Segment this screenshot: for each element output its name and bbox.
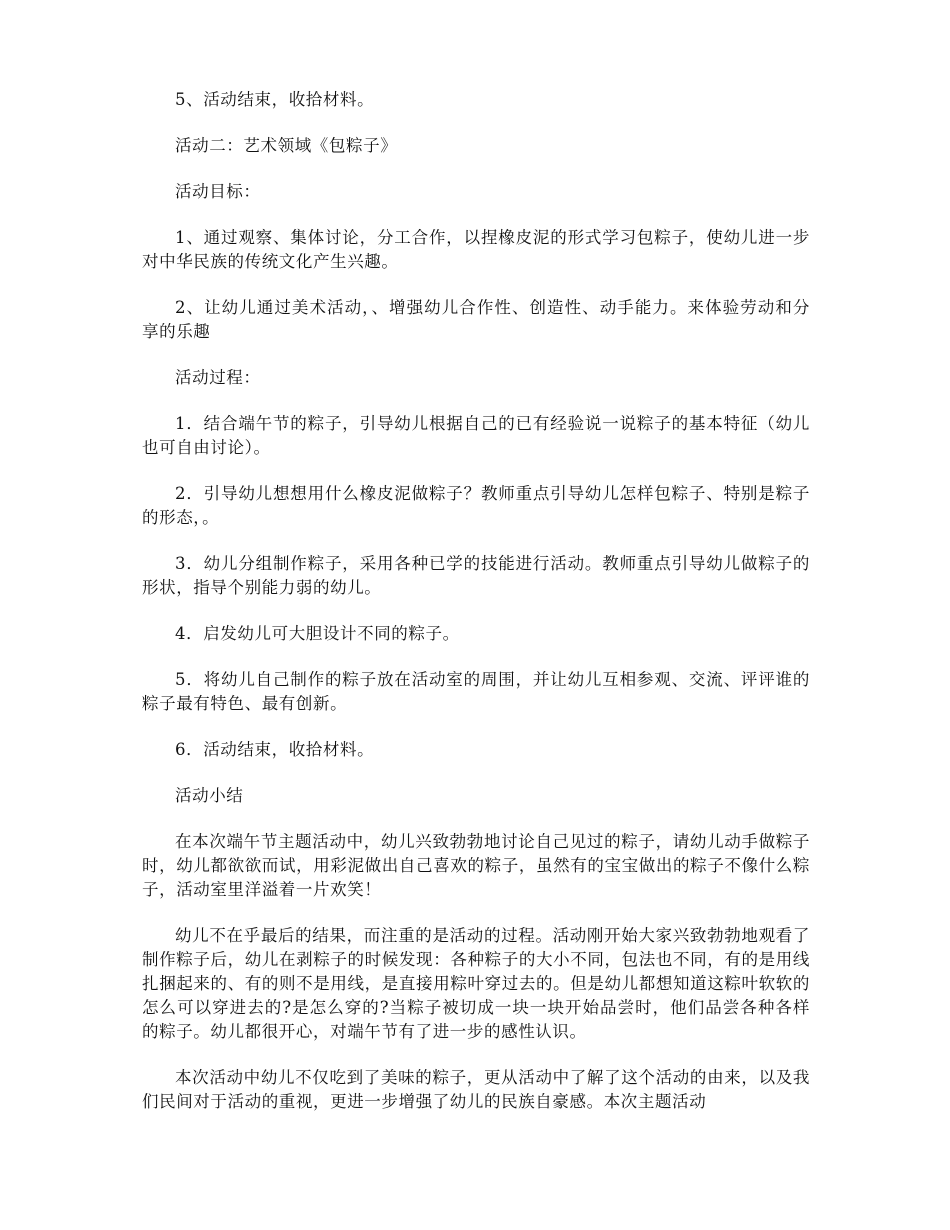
paragraph: 2．引导幼儿想想用什么橡皮泥做粽子？教师重点引导幼儿怎样包粽子、特别是粽子的形态，。 [142, 484, 810, 527]
section-heading: 活动目标： [175, 182, 261, 201]
paragraph: 2、让幼儿通过美术活动，、增强幼儿合作性、创造性、动手能力。来体验劳动和分享的乐趣 [142, 298, 810, 341]
section-heading: 活动小结 [175, 786, 244, 805]
paragraph: 本次活动中幼儿不仅吃到了美味的粽子，更从活动中了解了这个活动的由来，以及我们民间对于活动的重视，更进一步增强了幼儿的民族自豪感。本次主题活动 [142, 1068, 810, 1111]
paragraph: 幼儿不在乎最后的结果，而注重的是活动的过程。活动刚开始大家兴致勃勃地观看了制作粽子后，幼儿在剥粽子的时候发现：各种粽子的大小不同，包法也不同，有的是用线扎捆起来的、有的则不是用线，是直接用粽叶穿过去的。但是幼儿都想知道这粽叶软软的怎么可以穿进去的?是怎么穿的?当粽子被切成一块一块开始品尝时，他们品尝各种各样的粽子。幼儿都很开心，对端午节有了进一步的感性认识。 [142, 926, 810, 1041]
activity-heading: 活动二：艺术领域《包粽子》 [175, 136, 398, 155]
paragraph: 5、活动结束，收拾材料。 [175, 90, 375, 109]
paragraph: 4．启发幼儿可大胆设计不同的粽子。 [175, 624, 460, 643]
paragraph: 5．将幼儿自己制作的粽子放在活动室的周围，并让幼儿互相参观、交流、评评谁的粽子最有特色、最有创新。 [142, 670, 810, 713]
paragraph: 3．幼儿分组制作粽子，采用各种已学的技能进行活动。教师重点引导幼儿做粽子的形状，指导个别能力弱的幼儿。 [142, 554, 810, 597]
section-heading: 活动过程： [175, 368, 261, 387]
document-page [142, 88, 810, 1136]
paragraph: 6．活动结束，收拾材料。 [175, 740, 375, 759]
paragraph: 1、通过观察、集体讨论，分工合作，以捏橡皮泥的形式学习包粽子，使幼儿进一步对中华民族的传统文化产生兴趣。 [142, 228, 810, 271]
paragraph: 1．结合端午节的粽子，引导幼儿根据自己的已有经验说一说粽子的基本特征（幼儿也可自由讨论）。 [142, 414, 810, 457]
paragraph: 在本次端午节主题活动中，幼儿兴致勃勃地讨论自己见过的粽子，请幼儿动手做粽子时，幼儿都欲欲而试，用彩泥做出自己喜欢的粽子，虽然有的宝宝做出的粽子不像什么粽子，活动室里洋溢着一片欢笑！ [142, 832, 810, 899]
